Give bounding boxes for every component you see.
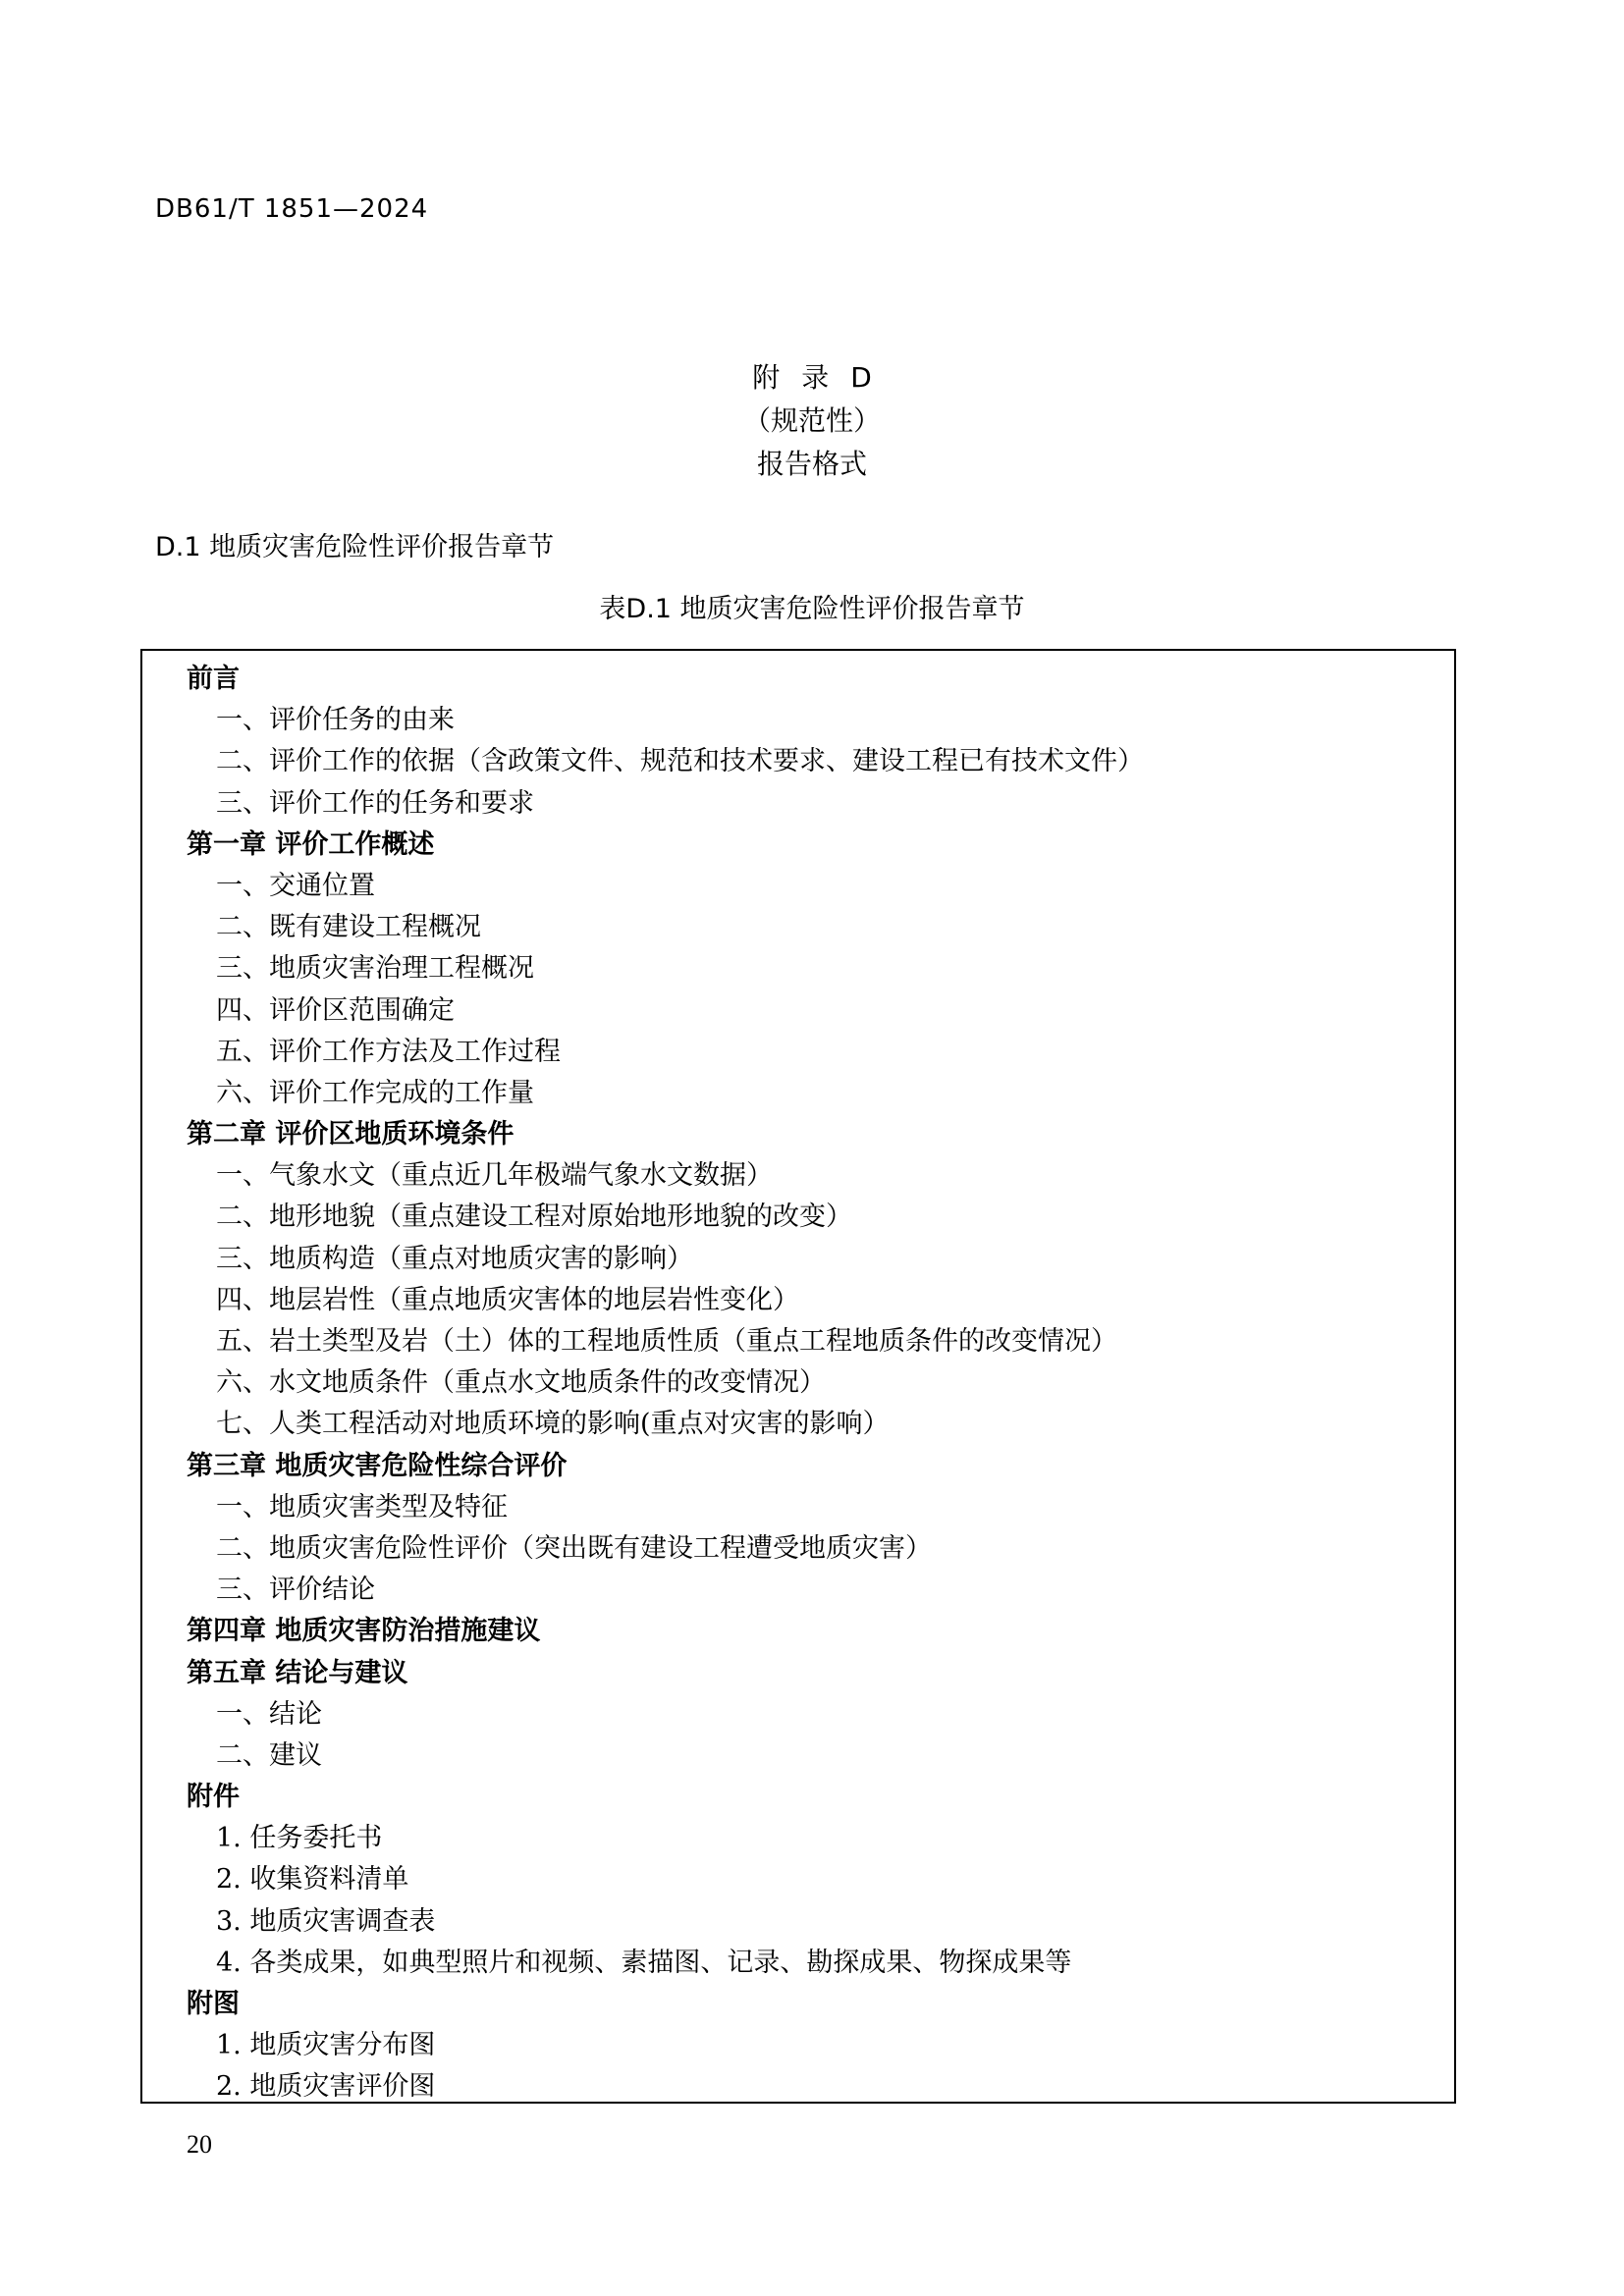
appendix-type: （规范性） (742, 404, 881, 437)
outline-item: 三、地质构造（重点对地质灾害的影响） (216, 1243, 693, 1274)
outline-item: 一、交通位置 (216, 870, 375, 901)
outline-chapter-heading: 第五章 结论与建议 (187, 1657, 408, 1688)
outline-item: 2. 地质灾害评价图 (216, 2071, 436, 2103)
outline-item: 一、地质灾害类型及特征 (216, 1491, 508, 1522)
report-outline-table (140, 649, 1456, 2104)
outline-chapter-heading: 附图 (187, 1989, 240, 2019)
outline-item: 六、水文地质条件（重点水文地质条件的改变情况） (216, 1367, 826, 1399)
outline-item: 二、建议 (216, 1739, 322, 1771)
outline-item: 4. 各类成果，如典型照片和视频、素描图、记录、勘探成果、物探成果等 (216, 1947, 1072, 1978)
outline-item: 五、岩土类型及岩（土）体的工程地质性质（重点工程地质条件的改变情况） (216, 1326, 1117, 1357)
outline-item: 七、人类工程活动对地质环境的影响(重点对灾害的影响） (216, 1409, 890, 1440)
appendix-subtitle: 报告格式 (756, 448, 867, 480)
outline-item: 一、评价任务的由来 (216, 705, 455, 736)
outline-item: 1. 任务委托书 (216, 1823, 383, 1854)
appendix-title: 附录D (752, 361, 893, 394)
table-caption: 表D.1 地质灾害危险性评价报告章节 (599, 594, 1025, 624)
outline-item: 三、评价工作的任务和要求 (216, 787, 534, 819)
outline-item: 1. 地质灾害分布图 (216, 2030, 436, 2061)
outline-item: 四、地层岩性（重点地质灾害体的地层岩性变化） (216, 1284, 799, 1315)
outline-chapter-heading: 附件 (187, 1782, 240, 1813)
outline-item: 一、气象水文（重点近几年极端气象水文数据） (216, 1160, 773, 1192)
outline-chapter-heading: 第四章 地质灾害防治措施建议 (187, 1616, 541, 1647)
outline-item: 二、地形地貌（重点建设工程对原始地形地貌的改变） (216, 1201, 852, 1233)
outline-item: 六、评价工作完成的工作量 (216, 1077, 534, 1108)
outline-item: 二、既有建设工程概况 (216, 912, 481, 943)
outline-chapter-heading: 第一章 评价工作概述 (187, 828, 435, 860)
page-number: 20 (187, 2130, 212, 2159)
outline-item: 一、结论 (216, 1698, 322, 1730)
outline-item: 五、评价工作方法及工作过程 (216, 1036, 561, 1067)
section-heading: D.1 地质灾害危险性评价报告章节 (155, 532, 555, 562)
outline-item: 2. 收集资料清单 (216, 1864, 409, 1896)
outline-item: 二、评价工作的依据（含政策文件、规范和技术要求、建设工程已有技术文件） (216, 746, 1144, 777)
outline-item: 二、地质灾害危险性评价（突出既有建设工程遭受地质灾害） (216, 1532, 932, 1564)
outline-chapter-heading: 第二章 评价区地质环境条件 (187, 1119, 514, 1150)
report-outline-list (187, 659, 1144, 2109)
outline-chapter-heading: 前言 (187, 664, 240, 694)
outline-item: 三、评价结论 (216, 1575, 375, 1606)
outline-item: 四、评价区范围确定 (216, 994, 455, 1026)
outline-chapter-heading: 第三章 地质灾害危险性综合评价 (187, 1450, 568, 1481)
outline-item: 三、地质灾害治理工程概况 (216, 953, 534, 985)
outline-item: 3. 地质灾害调查表 (216, 1905, 436, 1937)
document-code: DB61/T 1851—2024 (155, 194, 429, 224)
